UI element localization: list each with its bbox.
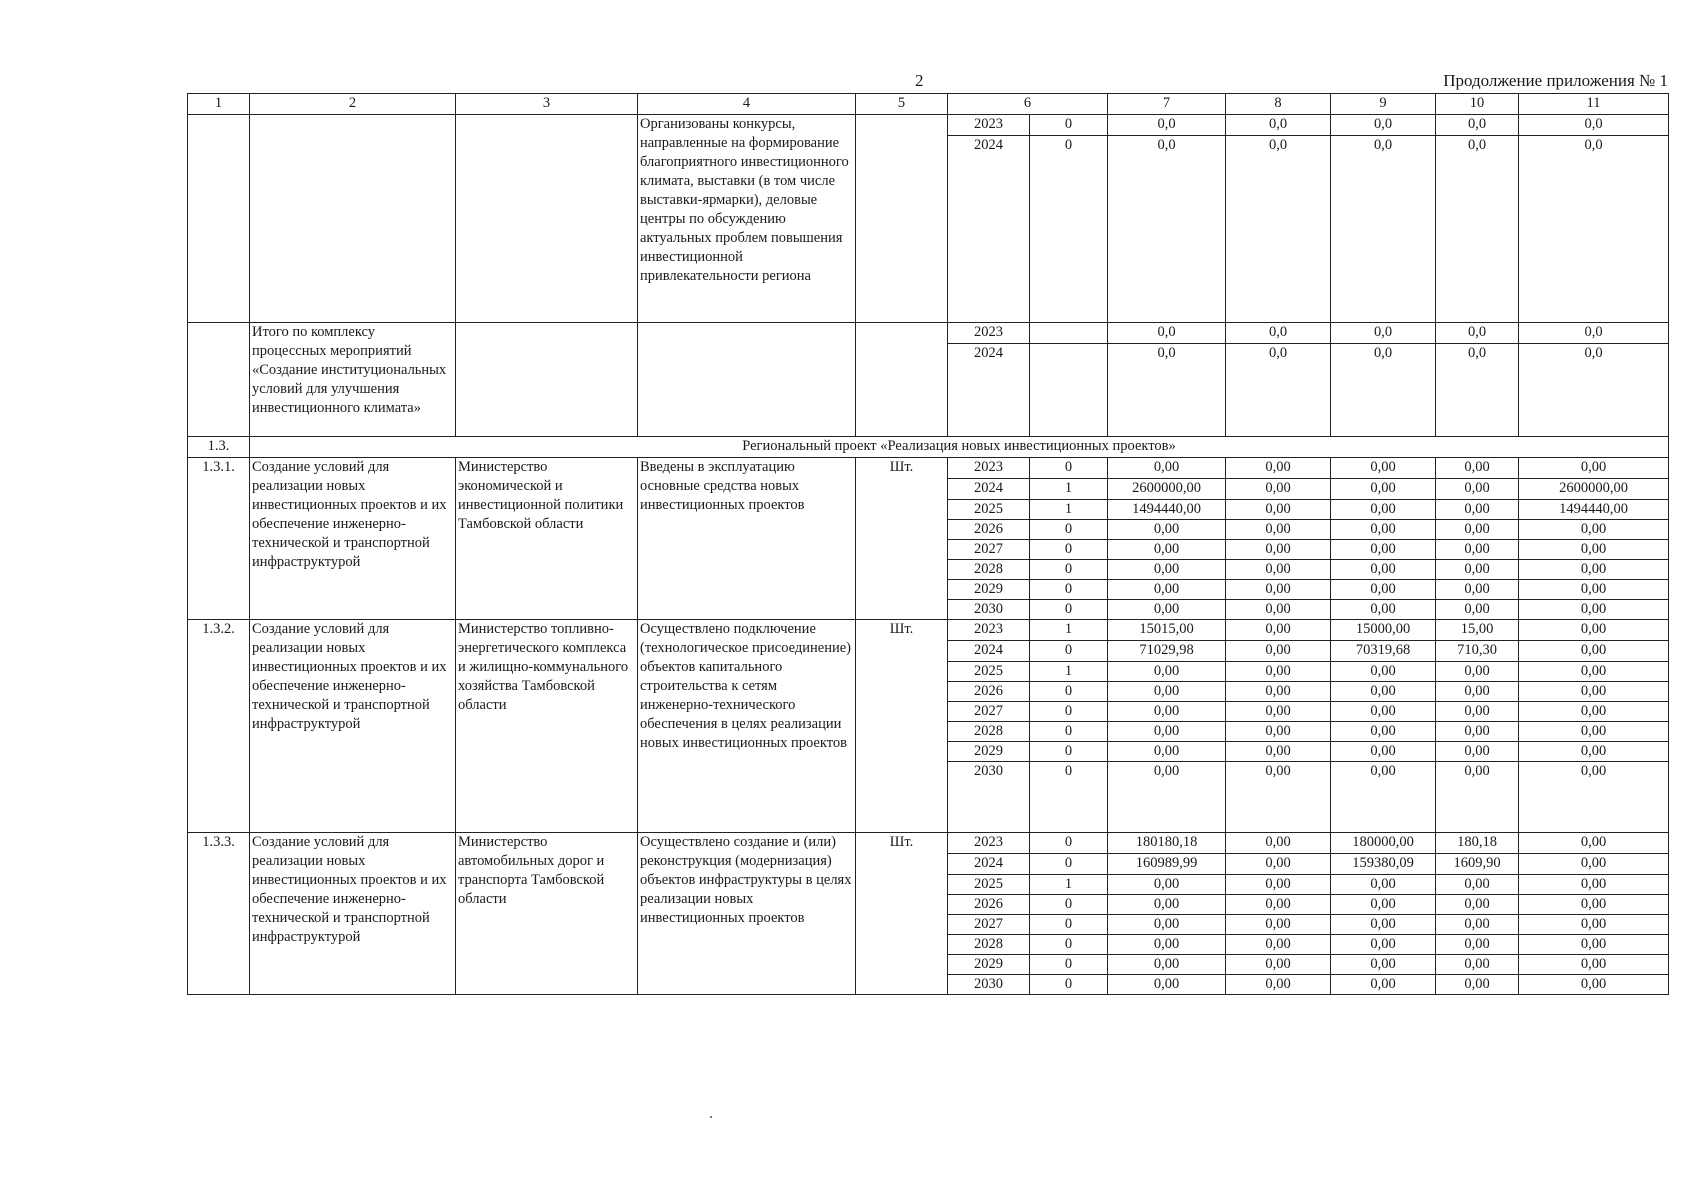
federal-budget: 0,00 bbox=[1226, 854, 1331, 875]
year-cell: 2025 bbox=[948, 662, 1030, 682]
total-amount: 0,00 bbox=[1108, 560, 1226, 580]
federal-budget: 0,00 bbox=[1226, 600, 1331, 620]
year-cell: 2023 bbox=[948, 620, 1030, 641]
row-number: 1.3.1. bbox=[188, 458, 250, 620]
other-sources: 0,0 bbox=[1519, 136, 1669, 323]
row-number bbox=[188, 323, 250, 437]
other-sources: 0,00 bbox=[1519, 935, 1669, 955]
header-cell: 6 bbox=[948, 94, 1108, 115]
measure-name: Создание условий для реализации новых инвестиционных проектов и их обеспечение инженерно-технической и транспортной инфраструктурой bbox=[250, 620, 456, 833]
indicator-value: 1 bbox=[1030, 620, 1108, 641]
local-budget: 0,00 bbox=[1436, 742, 1519, 762]
total-amount: 0,00 bbox=[1108, 875, 1226, 895]
indicator-value: 0 bbox=[1030, 115, 1108, 136]
local-budget: 0,00 bbox=[1436, 762, 1519, 833]
year-cell: 2028 bbox=[948, 560, 1030, 580]
indicator-value: 1 bbox=[1030, 479, 1108, 500]
header-cell: 10 bbox=[1436, 94, 1519, 115]
regional-budget: 0,0 bbox=[1331, 323, 1436, 344]
federal-budget: 0,00 bbox=[1226, 682, 1331, 702]
total-amount: 0,00 bbox=[1108, 580, 1226, 600]
other-sources: 0,00 bbox=[1519, 955, 1669, 975]
indicator-value: 0 bbox=[1030, 641, 1108, 662]
federal-budget: 0,0 bbox=[1226, 136, 1331, 323]
indicator-value bbox=[1030, 344, 1108, 437]
result-description: Введены в эксплуатацию основные средства новых инвестиционных проектов bbox=[638, 458, 856, 620]
total-amount: 0,00 bbox=[1108, 955, 1226, 975]
year-cell: 2027 bbox=[948, 915, 1030, 935]
year-cell: 2024 bbox=[948, 641, 1030, 662]
total-amount: 0,00 bbox=[1108, 662, 1226, 682]
table-row bbox=[188, 458, 1669, 479]
federal-budget: 0,00 bbox=[1226, 955, 1331, 975]
other-sources: 0,00 bbox=[1519, 662, 1669, 682]
indicator-value: 0 bbox=[1030, 895, 1108, 915]
year-cell: 2023 bbox=[948, 323, 1030, 344]
regional-budget: 0,00 bbox=[1331, 762, 1436, 833]
year-cell: 2024 bbox=[948, 136, 1030, 323]
local-budget: 0,00 bbox=[1436, 975, 1519, 995]
local-budget: 0,00 bbox=[1436, 722, 1519, 742]
total-amount: 180180,18 bbox=[1108, 833, 1226, 854]
indicator-value: 0 bbox=[1030, 136, 1108, 323]
regional-budget: 0,00 bbox=[1331, 935, 1436, 955]
regional-budget: 70319,68 bbox=[1331, 641, 1436, 662]
federal-budget: 0,00 bbox=[1226, 500, 1331, 520]
regional-budget: 0,00 bbox=[1331, 702, 1436, 722]
year-cell: 2028 bbox=[948, 935, 1030, 955]
row-number bbox=[188, 115, 250, 323]
total-amount: 0,0 bbox=[1108, 115, 1226, 136]
total-amount: 0,00 bbox=[1108, 742, 1226, 762]
measure-name: Итого по комплексу процессных мероприятий «Создание институциональных условий для улучшения инвестиционного климата» bbox=[250, 323, 456, 437]
local-budget: 0,00 bbox=[1436, 935, 1519, 955]
total-amount: 0,00 bbox=[1108, 702, 1226, 722]
federal-budget: 0,0 bbox=[1226, 323, 1331, 344]
local-budget: 180,18 bbox=[1436, 833, 1519, 854]
other-sources: 0,0 bbox=[1519, 323, 1669, 344]
total-amount: 0,00 bbox=[1108, 935, 1226, 955]
result-description: Осуществлено создание и (или) реконструкция (модернизация) объектов инфраструктуры в целях реализации новых инвестиционных проектов bbox=[638, 833, 856, 995]
indicator-value: 1 bbox=[1030, 500, 1108, 520]
regional-budget: 180000,00 bbox=[1331, 833, 1436, 854]
local-budget: 0,0 bbox=[1436, 115, 1519, 136]
federal-budget: 0,00 bbox=[1226, 560, 1331, 580]
federal-budget: 0,00 bbox=[1226, 915, 1331, 935]
indicator-value: 0 bbox=[1030, 854, 1108, 875]
federal-budget: 0,00 bbox=[1226, 895, 1331, 915]
indicator-value: 0 bbox=[1030, 560, 1108, 580]
regional-budget: 0,00 bbox=[1331, 540, 1436, 560]
regional-budget: 0,00 bbox=[1331, 560, 1436, 580]
indicator-value: 0 bbox=[1030, 682, 1108, 702]
indicator-value: 0 bbox=[1030, 458, 1108, 479]
regional-budget: 0,00 bbox=[1331, 955, 1436, 975]
local-budget: 0,00 bbox=[1436, 500, 1519, 520]
responsible-agency: Министерство автомобильных дорог и транспорта Тамбовской области bbox=[456, 833, 638, 995]
indicator-value: 0 bbox=[1030, 742, 1108, 762]
total-amount: 160989,99 bbox=[1108, 854, 1226, 875]
year-cell: 2028 bbox=[948, 722, 1030, 742]
year-cell: 2026 bbox=[948, 682, 1030, 702]
unit-of-measure: Шт. bbox=[856, 620, 948, 833]
local-budget: 0,0 bbox=[1436, 323, 1519, 344]
measure-name: Создание условий для реализации новых инвестиционных проектов и их обеспечение инженерно-технической и транспортной инфраструктурой bbox=[250, 458, 456, 620]
responsible-agency bbox=[456, 115, 638, 323]
indicator-value: 0 bbox=[1030, 833, 1108, 854]
other-sources: 0,0 bbox=[1519, 344, 1669, 437]
total-amount: 71029,98 bbox=[1108, 641, 1226, 662]
indicator-value: 0 bbox=[1030, 935, 1108, 955]
year-cell: 2024 bbox=[948, 854, 1030, 875]
header-cell: 11 bbox=[1519, 94, 1669, 115]
other-sources: 0,00 bbox=[1519, 833, 1669, 854]
total-amount: 0,00 bbox=[1108, 540, 1226, 560]
section-row bbox=[188, 437, 1669, 458]
other-sources: 0,00 bbox=[1519, 915, 1669, 935]
table-row bbox=[188, 833, 1669, 854]
total-amount: 15015,00 bbox=[1108, 620, 1226, 641]
regional-budget: 0,00 bbox=[1331, 500, 1436, 520]
federal-budget: 0,00 bbox=[1226, 875, 1331, 895]
other-sources: 0,00 bbox=[1519, 742, 1669, 762]
federal-budget: 0,00 bbox=[1226, 540, 1331, 560]
local-budget: 0,00 bbox=[1436, 702, 1519, 722]
unit-of-measure: Шт. bbox=[856, 458, 948, 620]
total-amount: 0,00 bbox=[1108, 682, 1226, 702]
federal-budget: 0,0 bbox=[1226, 344, 1331, 437]
year-cell: 2029 bbox=[948, 742, 1030, 762]
table-row bbox=[188, 115, 1669, 136]
unit-of-measure: Шт. bbox=[856, 833, 948, 995]
local-budget: 0,0 bbox=[1436, 136, 1519, 323]
other-sources: 0,00 bbox=[1519, 895, 1669, 915]
indicator-value: 1 bbox=[1030, 875, 1108, 895]
regional-budget: 0,00 bbox=[1331, 722, 1436, 742]
header-cell: 3 bbox=[456, 94, 638, 115]
other-sources: 0,0 bbox=[1519, 115, 1669, 136]
local-budget: 0,00 bbox=[1436, 479, 1519, 500]
result-description: Организованы конкурсы, направленные на формирование благоприятного инвестиционного климата, выставки (в том числе выставки-ярмарки), деловые центры по обсуждению актуальных проблем повышения инвестиционной привлекательности региона bbox=[638, 115, 856, 323]
local-budget: 0,00 bbox=[1436, 915, 1519, 935]
indicator-value: 1 bbox=[1030, 662, 1108, 682]
regional-budget: 0,00 bbox=[1331, 662, 1436, 682]
other-sources: 0,00 bbox=[1519, 854, 1669, 875]
other-sources: 0,00 bbox=[1519, 641, 1669, 662]
total-amount: 0,0 bbox=[1108, 136, 1226, 323]
total-amount: 0,00 bbox=[1108, 895, 1226, 915]
total-amount: 2600000,00 bbox=[1108, 479, 1226, 500]
other-sources: 0,00 bbox=[1519, 975, 1669, 995]
federal-budget: 0,0 bbox=[1226, 115, 1331, 136]
header-cell: 8 bbox=[1226, 94, 1331, 115]
local-budget: 0,00 bbox=[1436, 520, 1519, 540]
responsible-agency: Министерство экономической и инвестиционной политики Тамбовской области bbox=[456, 458, 638, 620]
data-table bbox=[187, 93, 1669, 995]
year-cell: 2029 bbox=[948, 580, 1030, 600]
indicator-value: 0 bbox=[1030, 580, 1108, 600]
local-budget: 15,00 bbox=[1436, 620, 1519, 641]
responsible-agency: Министерство топливно-энергетического комплекса и жилищно-коммунального хозяйства Тамбовской области bbox=[456, 620, 638, 833]
year-cell: 2030 bbox=[948, 762, 1030, 833]
other-sources: 0,00 bbox=[1519, 702, 1669, 722]
regional-budget: 0,00 bbox=[1331, 742, 1436, 762]
total-amount: 0,00 bbox=[1108, 600, 1226, 620]
table-row bbox=[188, 620, 1669, 641]
header-cell: 9 bbox=[1331, 94, 1436, 115]
year-cell: 2023 bbox=[948, 458, 1030, 479]
other-sources: 2600000,00 bbox=[1519, 479, 1669, 500]
indicator-value: 0 bbox=[1030, 520, 1108, 540]
federal-budget: 0,00 bbox=[1226, 662, 1331, 682]
appendix-caption: Продолжение приложения № 1 bbox=[1443, 71, 1668, 90]
row-number: 1.3.3. bbox=[188, 833, 250, 995]
row-number: 1.3.2. bbox=[188, 620, 250, 833]
other-sources: 1494440,00 bbox=[1519, 500, 1669, 520]
section-number: 1.3. bbox=[188, 437, 250, 458]
total-amount: 0,0 bbox=[1108, 323, 1226, 344]
other-sources: 0,00 bbox=[1519, 620, 1669, 641]
federal-budget: 0,00 bbox=[1226, 520, 1331, 540]
regional-budget: 0,00 bbox=[1331, 895, 1436, 915]
federal-budget: 0,00 bbox=[1226, 742, 1331, 762]
measure-name bbox=[250, 115, 456, 323]
year-cell: 2024 bbox=[948, 344, 1030, 437]
header-cell: 2 bbox=[250, 94, 456, 115]
local-budget: 1609,90 bbox=[1436, 854, 1519, 875]
year-cell: 2025 bbox=[948, 875, 1030, 895]
indicator-value: 0 bbox=[1030, 600, 1108, 620]
year-cell: 2030 bbox=[948, 600, 1030, 620]
indicator-value: 0 bbox=[1030, 722, 1108, 742]
year-cell: 2030 bbox=[948, 975, 1030, 995]
indicator-value: 0 bbox=[1030, 702, 1108, 722]
total-amount: 0,00 bbox=[1108, 520, 1226, 540]
measure-name: Создание условий для реализации новых инвестиционных проектов и их обеспечение инженерно-технической и транспортной инфраструктурой bbox=[250, 833, 456, 995]
total-amount: 0,00 bbox=[1108, 975, 1226, 995]
federal-budget: 0,00 bbox=[1226, 458, 1331, 479]
other-sources: 0,00 bbox=[1519, 458, 1669, 479]
unit-of-measure bbox=[856, 115, 948, 323]
year-cell: 2024 bbox=[948, 479, 1030, 500]
other-sources: 0,00 bbox=[1519, 875, 1669, 895]
federal-budget: 0,00 bbox=[1226, 702, 1331, 722]
other-sources: 0,00 bbox=[1519, 682, 1669, 702]
regional-budget: 0,00 bbox=[1331, 975, 1436, 995]
regional-budget: 0,00 bbox=[1331, 580, 1436, 600]
regional-budget: 0,0 bbox=[1331, 344, 1436, 437]
section-title: Региональный проект «Реализация новых инвестиционных проектов» bbox=[250, 437, 1669, 458]
federal-budget: 0,00 bbox=[1226, 833, 1331, 854]
header-row bbox=[188, 94, 1669, 115]
indicator-value: 0 bbox=[1030, 955, 1108, 975]
indicator-value: 0 bbox=[1030, 762, 1108, 833]
year-cell: 2027 bbox=[948, 540, 1030, 560]
indicator-value bbox=[1030, 323, 1108, 344]
indicator-value: 0 bbox=[1030, 540, 1108, 560]
local-budget: 710,30 bbox=[1436, 641, 1519, 662]
regional-budget: 0,00 bbox=[1331, 915, 1436, 935]
local-budget: 0,0 bbox=[1436, 344, 1519, 437]
table-row bbox=[188, 323, 1669, 344]
local-budget: 0,00 bbox=[1436, 662, 1519, 682]
other-sources: 0,00 bbox=[1519, 580, 1669, 600]
header-cell: 4 bbox=[638, 94, 856, 115]
local-budget: 0,00 bbox=[1436, 580, 1519, 600]
regional-budget: 0,00 bbox=[1331, 875, 1436, 895]
year-cell: 2026 bbox=[948, 520, 1030, 540]
other-sources: 0,00 bbox=[1519, 560, 1669, 580]
result-description: Осуществлено подключение (технологическое присоединение) объектов капитального строительства к сетям инженерно-технического обеспечения в целях реализации новых инвестиционных проектов bbox=[638, 620, 856, 833]
regional-budget: 0,00 bbox=[1331, 479, 1436, 500]
year-cell: 2023 bbox=[948, 115, 1030, 136]
regional-budget: 15000,00 bbox=[1331, 620, 1436, 641]
header-cell: 5 bbox=[856, 94, 948, 115]
regional-budget: 0,00 bbox=[1331, 682, 1436, 702]
federal-budget: 0,00 bbox=[1226, 580, 1331, 600]
indicator-value: 0 bbox=[1030, 915, 1108, 935]
total-amount: 0,0 bbox=[1108, 344, 1226, 437]
indicator-value: 0 bbox=[1030, 975, 1108, 995]
federal-budget: 0,00 bbox=[1226, 935, 1331, 955]
total-amount: 0,00 bbox=[1108, 458, 1226, 479]
year-cell: 2026 bbox=[948, 895, 1030, 915]
local-budget: 0,00 bbox=[1436, 682, 1519, 702]
year-cell: 2027 bbox=[948, 702, 1030, 722]
local-budget: 0,00 bbox=[1436, 560, 1519, 580]
federal-budget: 0,00 bbox=[1226, 722, 1331, 742]
regional-budget: 0,0 bbox=[1331, 115, 1436, 136]
federal-budget: 0,00 bbox=[1226, 479, 1331, 500]
local-budget: 0,00 bbox=[1436, 895, 1519, 915]
other-sources: 0,00 bbox=[1519, 540, 1669, 560]
regional-budget: 0,00 bbox=[1331, 520, 1436, 540]
local-budget: 0,00 bbox=[1436, 875, 1519, 895]
regional-budget: 159380,09 bbox=[1331, 854, 1436, 875]
page-number: 2 bbox=[915, 71, 924, 90]
local-budget: 0,00 bbox=[1436, 955, 1519, 975]
total-amount: 1494440,00 bbox=[1108, 500, 1226, 520]
local-budget: 0,00 bbox=[1436, 540, 1519, 560]
responsible-agency bbox=[456, 323, 638, 437]
total-amount: 0,00 bbox=[1108, 915, 1226, 935]
year-cell: 2025 bbox=[948, 500, 1030, 520]
header-cell: 1 bbox=[188, 94, 250, 115]
regional-budget: 0,00 bbox=[1331, 458, 1436, 479]
federal-budget: 0,00 bbox=[1226, 975, 1331, 995]
federal-budget: 0,00 bbox=[1226, 641, 1331, 662]
local-budget: 0,00 bbox=[1436, 458, 1519, 479]
unit-of-measure bbox=[856, 323, 948, 437]
total-amount: 0,00 bbox=[1108, 762, 1226, 833]
year-cell: 2023 bbox=[948, 833, 1030, 854]
scan-speck bbox=[710, 1116, 712, 1118]
other-sources: 0,00 bbox=[1519, 762, 1669, 833]
federal-budget: 0,00 bbox=[1226, 762, 1331, 833]
other-sources: 0,00 bbox=[1519, 600, 1669, 620]
federal-budget: 0,00 bbox=[1226, 620, 1331, 641]
other-sources: 0,00 bbox=[1519, 722, 1669, 742]
total-amount: 0,00 bbox=[1108, 722, 1226, 742]
year-cell: 2029 bbox=[948, 955, 1030, 975]
local-budget: 0,00 bbox=[1436, 600, 1519, 620]
result-description bbox=[638, 323, 856, 437]
regional-budget: 0,0 bbox=[1331, 136, 1436, 323]
regional-budget: 0,00 bbox=[1331, 600, 1436, 620]
other-sources: 0,00 bbox=[1519, 520, 1669, 540]
header-cell: 7 bbox=[1108, 94, 1226, 115]
